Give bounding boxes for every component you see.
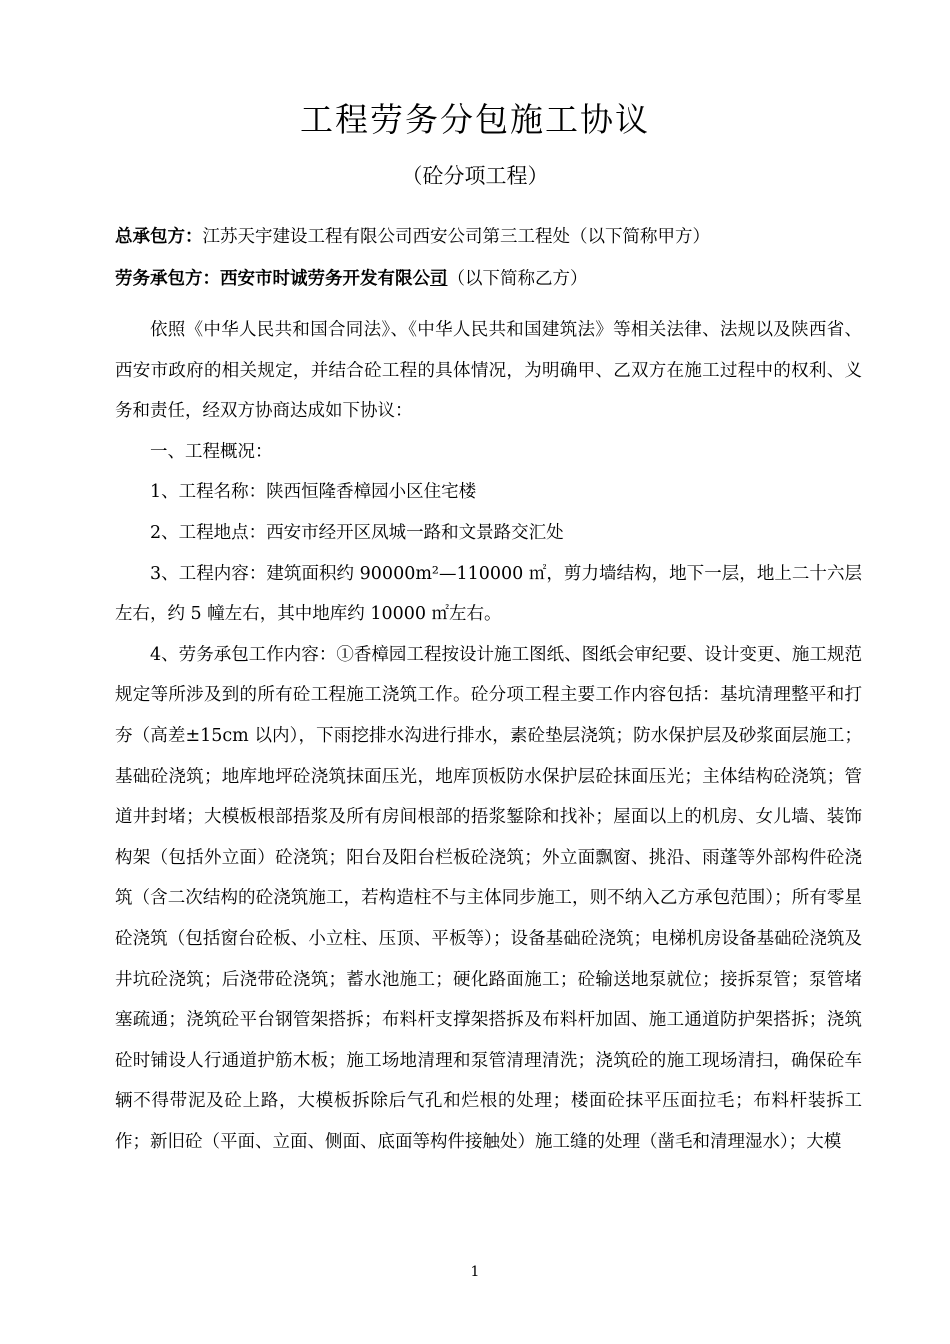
item-project-location: 2、工程地点：西安市经开区凤城一路和文景路交汇处 xyxy=(150,522,564,543)
agreement-body xyxy=(115,310,862,1162)
labor-contractor-line xyxy=(115,264,865,294)
section-heading-project-overview: 一、工程概况： xyxy=(150,441,273,462)
item-project-content: 3、工程内容：建筑面积约 90000m²—110000 ㎡，剪力墙结构，地下一层，地上二十六层左右，约 5 幢左右，其中地库约 10000 ㎡左右。 xyxy=(115,563,862,625)
item-project-name: 1、工程名称：陕西恒隆香樟园小区住宅楼 xyxy=(150,482,477,503)
item-labor-scope: 4、劳务承包工作内容：①香樟园工程按设计施工图纸、图纸会审纪要、设计变更、施工规范规定等所涉及到的所有砼工程施工浇筑工作。砼分项工程主要工作内容包括：基坑清理整平和打夯（高差±15cm 以内），下雨挖排水沟进行排水，素砼垫层浇筑；防水保护层及砂浆面层施工；基础砼浇筑；地库地坪砼浇筑抹面压光，地库顶板防水保护层砼抹面压光；主体结构砼浇筑；管道井封堵；大模板根部捂浆及所有房间根部的捂浆錾除和找补；屋面以上的机房、女儿墙、装饰构架（包括外立面）砼浇筑；阳台及阳台栏板砼浇筑；外立面飘窗、挑沿、雨蓬等外部构件砼浇筑（含二次结构的砼浇筑施工，若构造柱不与主体同步施工，则不纳入乙方承包范围）；所有零星砼浇筑（包括窗台砼板、小立柱、压顶、平板等）；设备基础砼浇筑；电梯机房设备基础砼浇筑及井坑砼浇筑；后浇带砼浇筑；蓄水池施工；硬化路面施工；砼输送地泵就位；接拆泵管；泵管堵塞疏通；浇筑砼平台钢管架搭拆；布料杆支撑架搭拆及布料杆加固、施工通道防护架搭拆；浇筑砼时铺设人行通道护筋木板；施工场地清理和泵管清理清洗；浇筑砼的施工现场清扫，确保砼车辆不得带泥及砼上路，大模板拆除后气孔和烂根的处理；楼面砼抹平压面拉毛；布料杆装拆工作；新旧砼（平面、立面、侧面、底面等构件接触处）施工缝的处理（凿毛和清理湿水）；大模 xyxy=(115,644,862,1152)
page-number: 1 xyxy=(470,1264,480,1280)
general-contractor-value: 江苏天宇建设工程有限公司西安公司第三工程处（以下简称甲方） xyxy=(202,227,710,247)
general-contractor-label: 总承包方： xyxy=(115,227,203,247)
intro-paragraph: 依照《中华人民共和国合同法》、《中华人民共和国建筑法》等相关法律、法规以及陕西省、西安市政府的相关规定，并结合砼工程的具体情况，为明确甲、乙双方在施工过程中的权利、义务和责任，经双方协商达成如下协议： xyxy=(115,320,862,422)
labor-contractor-name-last: 司 xyxy=(430,269,448,289)
labor-contractor-name: 西安市时诚劳务开发有限公 xyxy=(220,269,430,289)
labor-contractor-suffix: （以下简称乙方） xyxy=(447,269,588,289)
document-title: 工程劳务分包施工协议 xyxy=(300,100,650,139)
document-subtitle: （砼分项工程） xyxy=(401,164,549,188)
general-contractor-line xyxy=(115,222,865,252)
labor-contractor-label: 劳务承包方： xyxy=(115,269,220,289)
